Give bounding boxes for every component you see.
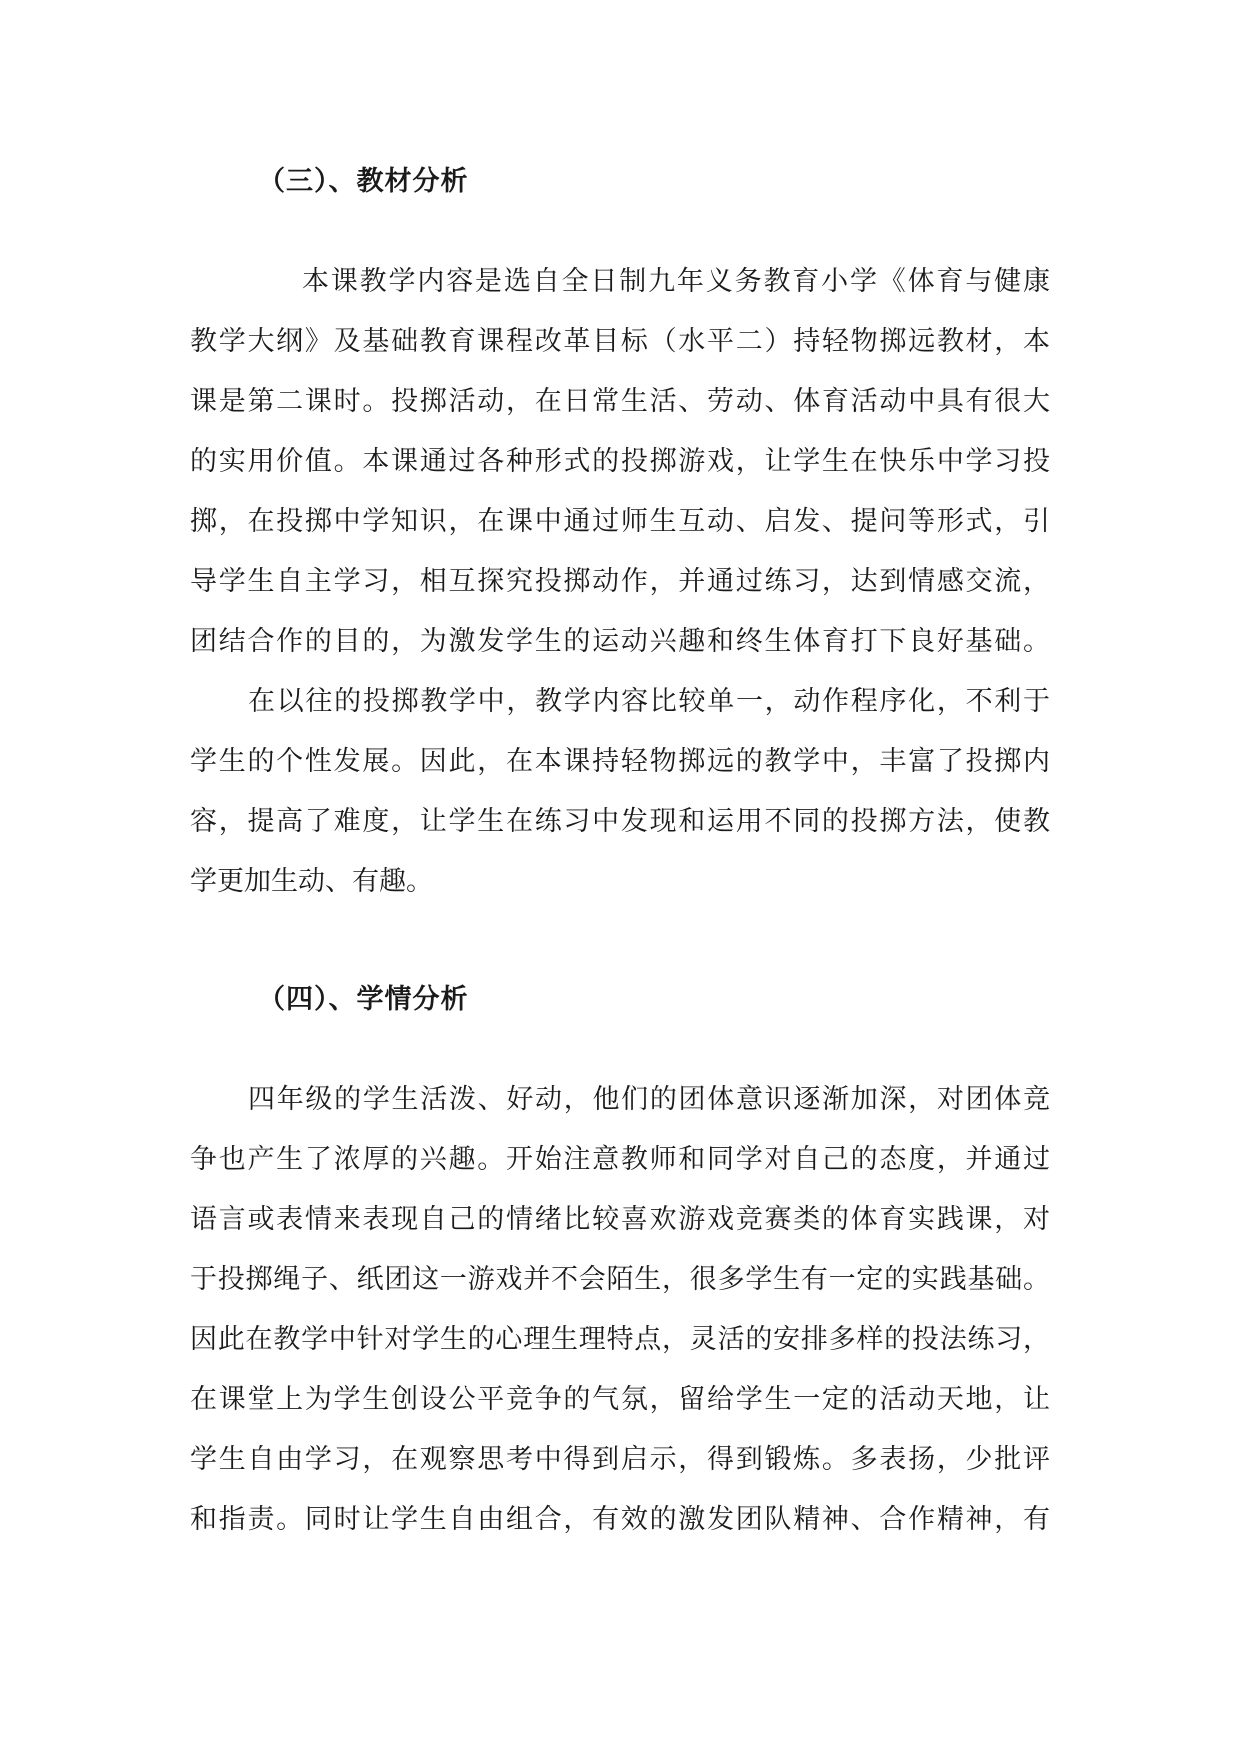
paragraph-line: 课是第二课时。投掷活动，在日常生活、劳动、体育活动中具有很大 bbox=[190, 386, 1050, 417]
paragraph-line: 和指责。同时让学生自由组合，有效的激发团队精神、合作精神，有 bbox=[190, 1504, 1050, 1535]
paragraph-line: 的实用价值。本课通过各种形式的投掷游戏，让学生在快乐中学习投 bbox=[190, 446, 1050, 477]
paragraph-line: 学生的个性发展。因此，在本课持轻物掷远的教学中，丰富了投掷内 bbox=[190, 746, 1050, 777]
section-heading-learner-analysis: （四）、学情分析 bbox=[258, 984, 469, 1015]
paragraph-line: 因此在教学中针对学生的心理生理特点，灵活的安排多样的投法练习， bbox=[190, 1324, 1050, 1355]
paragraph-line: 教学大纲》及基础教育课程改革目标（水平二）持轻物掷远教材，本 bbox=[190, 326, 1050, 357]
section-heading-materials: （三）、教材分析 bbox=[258, 166, 469, 197]
paragraph-line: 掷，在投掷中学知识，在课中通过师生互动、启发、提问等形式，引 bbox=[190, 506, 1050, 537]
paragraph-line: 团结合作的目的，为激发学生的运动兴趣和终生体育打下良好基础。 bbox=[190, 626, 1050, 657]
paragraph-line: 本课教学内容是选自全日制九年义务教育小学《体育与健康 bbox=[302, 266, 1050, 297]
paragraph-line: 争也产生了浓厚的兴趣。开始注意教师和同学对自己的态度，并通过 bbox=[190, 1144, 1050, 1175]
paragraph-line: 在以往的投掷教学中，教学内容比较单一，动作程序化，不利于 bbox=[248, 686, 1050, 717]
paragraph-line: 在课堂上为学生创设公平竞争的气氛，留给学生一定的活动天地，让 bbox=[190, 1384, 1050, 1415]
paragraph-line: 学生自由学习，在观察思考中得到启示，得到锻炼。多表扬，少批评 bbox=[190, 1444, 1050, 1475]
paragraph-line: 容，提高了难度，让学生在练习中发现和运用不同的投掷方法，使教 bbox=[190, 806, 1050, 837]
paragraph-line: 于投掷绳子、纸团这一游戏并不会陌生，很多学生有一定的实践基础。 bbox=[190, 1264, 1050, 1295]
paragraph-line: 四年级的学生活泼、好动，他们的团体意识逐渐加深，对团体竞 bbox=[248, 1084, 1050, 1115]
paragraph-line: 导学生自主学习，相互探究投掷动作，并通过练习，达到情感交流， bbox=[190, 566, 1050, 597]
paragraph-line: 语言或表情来表现自己的情绪比较喜欢游戏竞赛类的体育实践课，对 bbox=[190, 1204, 1050, 1235]
paragraph-line: 学更加生动、有趣。 bbox=[190, 866, 433, 897]
